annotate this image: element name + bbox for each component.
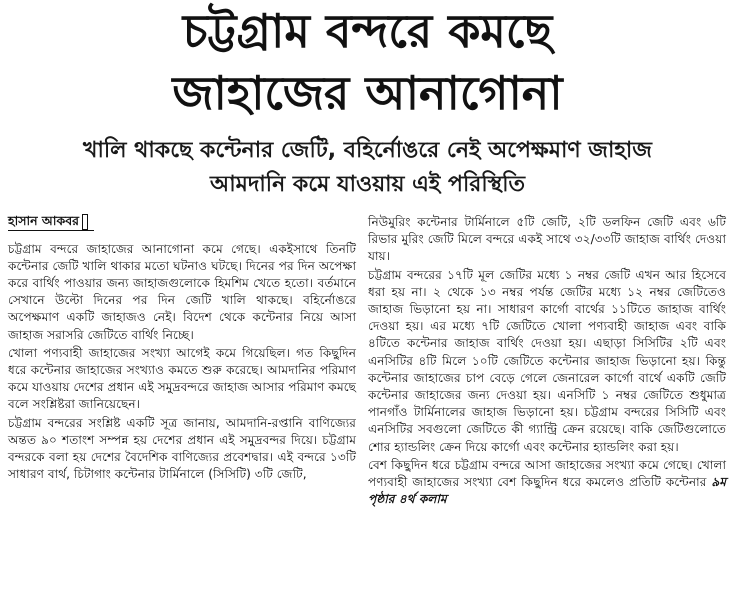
article-paragraph: নিউমুরিং কন্টেনার টার্মিনালে ৫টি জেটি, ২টি ডলফিন জেটি এবং ৬টি রিভার মুরিং জেটি মিলে বন্দরে একই সাথে ৩২/৩৩টি জাহাজ বার্থিং দেওয়া যায়। <box>368 215 726 264</box>
subheadline-line-2: আমদানি কমে যাওয়ায় এই পরিস্থিতি <box>209 172 526 197</box>
right-column <box>368 214 726 509</box>
article-paragraph: চট্টগ্রাম বন্দরের সংশ্লিষ্ট একটি সূত্র জানায়, আমদানি-রপ্তানি বাণিজ্যের অন্তত ৯০ শতাংশ সম্পন্ন হয় দেশের প্রধান এই সমুদ্রবন্দর দিয়ে। চট্টগ্রাম বন্দরকে বলা হয় দেশের বৈদেশিক বাণিজ্যের প্রবেশদ্বার। এই বন্দরে ১৩টি সাধারণ বার্থ, চিটাগাং কন্টেনার টার্মিনালে (সিসিটি) ৩টি জেটি, <box>8 415 356 482</box>
byline <box>8 212 94 231</box>
article-paragraph: খোলা পণ্যবাহী জাহাজের সংখ্যা আগেই কমে গিয়েছিল। গত কিছুদিন ধরে কন্টেনার জাহাজের সংখ্যাও কমতে শুরু করেছে। আমদানির পরিমাণ কমে যাওয়ায় দেশের প্রধান এই সমুদ্রবন্দরে জাহাজ আসার পরিমাণ কমছে বলে সংশ্লিষ্টরা জানিয়েছেন। <box>8 345 356 412</box>
article-paragraph: চট্টগ্রাম বন্দরের ১৭টি মূল জেটির মধ্যে ১ নম্বর জেটি এখন আর হিসেবে ধরা হয় না। ২ থেকে ১৩ নম্বর পর্যন্ত জেটির মধ্যে ১২ নম্বর জেটিতেও জাহাজ ভিড়ানো হয় না। সাধারণ কার্গো বার্থের ১১টিতে জাহাজ বার্থিং দেওয়া হয়। এর মধ্যে ৭টি জেটিতে খোলা পণ্যবাহী জাহাজ এবং বাকি ৪টিতে কন্টেনার জাহাজ বার্থিং দেওয়া হয়। এছাড়া সিসিটির ২টি এবং এনসিটির ৪টি মিলে ১০টি জেটিতে কন্টেনার জাহাজ ভিড়ানো হয়। কিন্তু কন্টেনার জাহাজের চাপ বেড়ে গেলে জেনারেল কার্গো বার্থে একটি জেটি কন্টেনার জাহাজের জন্য দেওয়া হয়। এনসিটি ১ নম্বর জেটিতে শুধুমাত্র পানগাঁও টার্মিনালের জাহাজ ভিড়ানো হয়। চট্টগ্রাম বন্দরের সিসিটি এবং এনসিটির সবগুলো জেটিতে কী গ্যান্ট্রি ক্রেন রয়েছে। বাকি জেটিগুলোতে শোর হ্যান্ডলিং ক্রেন দিয়ে কার্গো এবং কন্টেনার হ্যান্ডলিং করা হয়। <box>368 267 726 454</box>
headline-line-1: চট্টগ্রাম বন্দরে কমছে <box>182 4 553 58</box>
left-column <box>8 212 356 484</box>
article-paragraph: চট্টগ্রাম বন্দরে জাহাজের আনাগোনা কমে গেছে। একইসাথে তিনটি কন্টেনার জেটি খালি থাকার মতো ঘটনাও ঘটছে। দিনের পর দিন অপেক্ষা করে বার্থিং পাওয়ার জন্য জাহাজগুলোকে হিমশিম খেতে হতো। বর্তমানে সেখানে উল্টো দিনের পর দিন জেটি খালি থাকছে। বহির্নোঙরে অপেক্ষমাণ একটি জাহাজও নেই। বিদেশ থেকে কন্টেনার নিয়ে আসা জাহাজ সরাসরি জেটিতে বার্থিং নিচ্ছে। <box>8 241 356 342</box>
byline-marker <box>82 214 88 230</box>
headline-line-2: জাহাজের আনাগোনা <box>172 66 563 120</box>
article-paragraph-text: বেশ কিছুদিন ধরে চট্টগ্রাম বন্দরে আসা জাহাজের সংখ্যা কমে গেছে। খোলা পণ্যবাহী জাহাজের সংখ্যা বেশ কিছুদিন ধরে কমলেও প্রতিটি কন্টেনার <box>368 457 726 490</box>
article-paragraph <box>368 457 726 509</box>
continuation-jump: ৯ম পৃষ্ঠার ৪র্থ কলাম <box>368 475 726 507</box>
subheadline-line-1: খালি থাকছে কন্টেনার জেটি, বহির্নোঙরে নেই অপেক্ষমাণ জাহাজ <box>83 138 652 163</box>
byline-name: হাসান আকবর <box>8 213 80 228</box>
